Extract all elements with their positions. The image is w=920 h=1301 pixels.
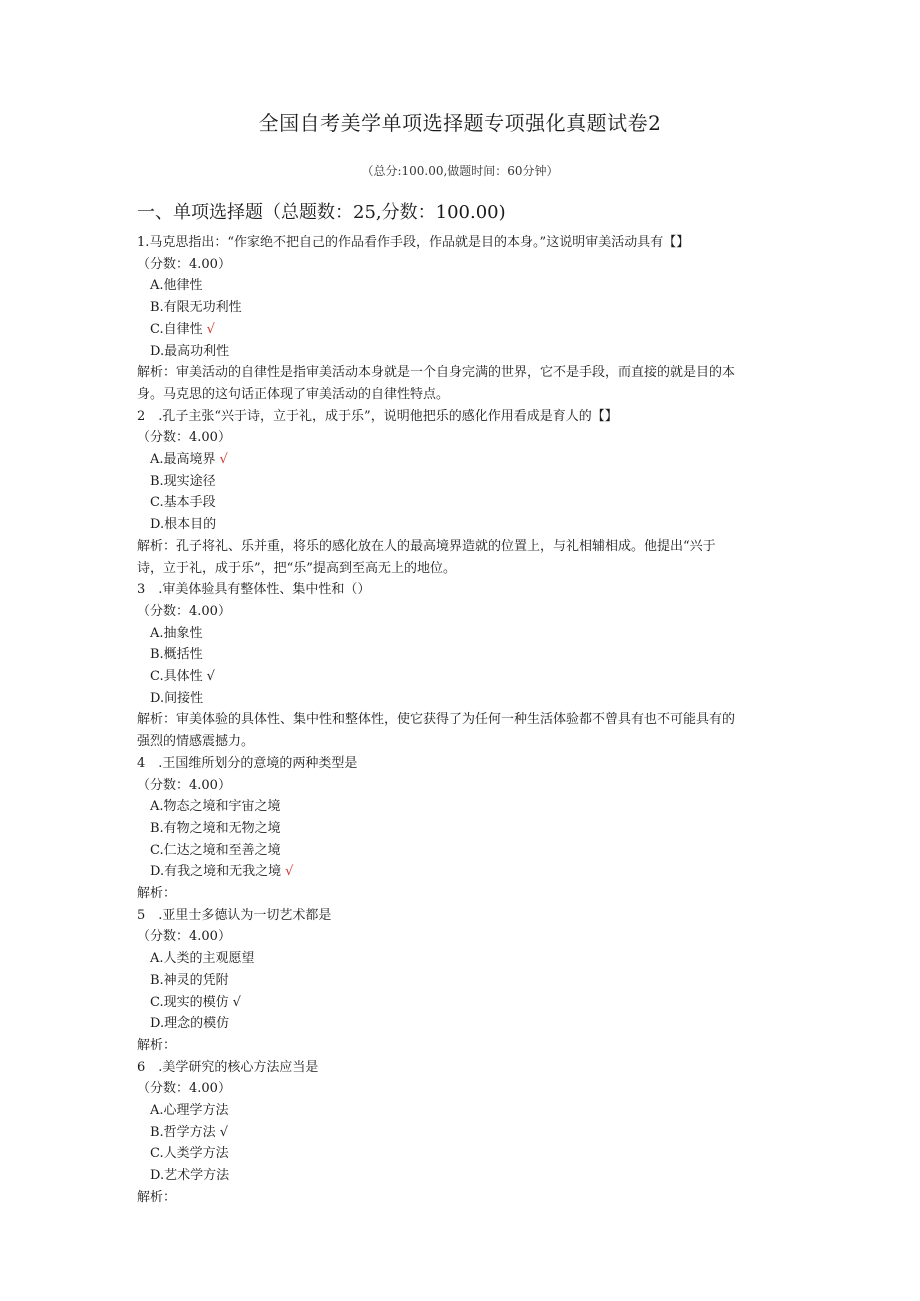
answer-option-text: B.神灵的凭附 <box>150 972 229 988</box>
question-score <box>137 927 231 947</box>
explanation-line-text: 强烈的情感震撼力。 <box>137 734 255 750</box>
question-stem <box>137 407 618 427</box>
answer-option-text: D.根本目的 <box>150 517 217 533</box>
question-stem <box>137 233 689 253</box>
correct-check-icon: √ <box>219 1124 228 1140</box>
document-title: 全国自考美学单项选择题专项强化真题试卷2 <box>258 111 662 135</box>
answer-option <box>150 276 203 296</box>
question-stem-text: 2 .孔子主张“兴于诗，立于礼，成于乐”，说明他把乐的感化作用看成是育人的【】 <box>137 408 618 424</box>
answer-option-text: D.间接性 <box>150 690 204 706</box>
question-score <box>137 1079 231 1099</box>
answer-option <box>150 993 241 1013</box>
answer-option-text: C.现实的模仿 <box>150 994 229 1010</box>
question-score <box>137 428 231 448</box>
explanation-line-text: 解析： <box>137 1189 177 1205</box>
answer-option <box>150 298 242 318</box>
document-subtitle: （总分:100.00,做题时间：60分钟） <box>361 164 559 178</box>
answer-option <box>150 1101 229 1121</box>
correct-check-icon: √ <box>285 864 294 880</box>
answer-option <box>150 971 229 991</box>
answer-option-text: D.有我之境和无我之境 <box>150 864 282 880</box>
question-stem-text: 3 .审美体验具有整体性、集中性和（） <box>137 582 371 598</box>
question-stem-text: 4 .王国维所划分的意境的两种类型是 <box>137 755 358 771</box>
explanation-line-text: 解析：审美活动的自律性是指审美活动本身就是一个自身完满的世界，它不是手段，而直接的就是目的本 <box>137 365 736 381</box>
answer-option <box>150 493 216 513</box>
answer-option-text: C.人类学方法 <box>150 1146 229 1162</box>
answer-option-text: C.自律性 <box>150 321 203 337</box>
explanation-line <box>137 710 735 730</box>
explanation-line <box>137 559 456 579</box>
answer-option-text: B.概括性 <box>150 647 203 663</box>
explanation-line <box>137 732 254 752</box>
answer-option <box>150 624 203 644</box>
explanation-line <box>137 1036 176 1056</box>
answer-option-text: D.艺术学方法 <box>150 1168 230 1184</box>
explanation-line-text: 身。马克思的这句话正体现了审美活动的自律性特点。 <box>137 386 450 402</box>
question-score-text: （分数：4.00） <box>137 256 231 272</box>
explanation-line <box>137 537 716 557</box>
explanation-line <box>137 363 735 383</box>
explanation-line <box>137 1188 176 1208</box>
question-score-text: （分数：4.00） <box>137 430 231 446</box>
explanation-line <box>137 884 176 904</box>
correct-check-icon: √ <box>232 994 241 1010</box>
question-score-text: （分数：4.00） <box>137 929 231 945</box>
answer-option-text: B.哲学方法 <box>150 1124 216 1140</box>
explanation-line-text: 解析： <box>137 1037 177 1053</box>
question-stem-text: 5 .亚里士多德认为一切艺术都是 <box>137 907 332 923</box>
answer-option <box>150 949 255 969</box>
answer-option-text: B.有物之境和无物之境 <box>150 820 281 836</box>
answer-option <box>150 1014 229 1034</box>
question-score-text: （分数：4.00） <box>137 603 231 619</box>
explanation-line-text: 诗，立于礼，成于乐”，把“乐”提高到至高无上的地位。 <box>137 560 456 576</box>
question-score <box>137 776 231 796</box>
answer-option <box>150 841 281 861</box>
answer-option-text: A.物态之境和宇宙之境 <box>150 799 281 815</box>
answer-option <box>150 1123 228 1143</box>
answer-option-text: B.有限无功利性 <box>150 300 242 316</box>
question-stem <box>137 754 357 774</box>
question-score <box>137 602 231 622</box>
question-stem <box>137 1058 318 1078</box>
answer-option <box>150 450 228 470</box>
question-stem-text: 1.马克思指出：“作家绝不把自己的作品看作手段，作品就是目的本身。”这说明审美活动具有【】 <box>137 235 690 250</box>
answer-option-text: C.仁达之境和至善之境 <box>150 842 281 858</box>
question-stem <box>137 580 370 600</box>
answer-option-text: A.人类的主观愿望 <box>150 951 255 967</box>
answer-option-text: A.抽象性 <box>150 625 203 641</box>
answer-option <box>150 515 216 535</box>
explanation-line-text: 解析： <box>137 886 177 901</box>
answer-option <box>150 819 281 839</box>
answer-option-text: D.最高功利性 <box>150 343 230 359</box>
answer-option <box>150 645 203 665</box>
answer-option <box>150 1144 229 1164</box>
question-score-text: （分数：4.00） <box>137 777 231 793</box>
answer-option <box>150 797 281 817</box>
correct-check-icon: √ <box>206 321 215 337</box>
section-heading: 一、单项选择题（总题数：25,分数：100.00) <box>137 202 506 223</box>
answer-option <box>150 342 229 362</box>
correct-check-icon: √ <box>219 452 228 467</box>
question-score-text: （分数：4.00） <box>137 1081 231 1097</box>
question-stem <box>137 906 331 926</box>
question-score <box>137 255 231 275</box>
explanation-line-text: 解析：孔子将礼、乐并重，将乐的感化放在人的最高境界造就的位置上，与礼相辅相成。他提出“兴于 <box>137 538 716 554</box>
answer-option-text: C.基本手段 <box>150 495 216 511</box>
answer-option-text: A.他律性 <box>150 278 203 294</box>
answer-option-text: A.心理学方法 <box>150 1103 229 1118</box>
answer-option <box>150 1166 229 1186</box>
answer-option-text: C.具体性 <box>150 669 203 684</box>
explanation-line-text: 解析：审美体验的具体性、集中性和整体性，使它获得了为任何一种生活体验都不曾具有也不可能具有的 <box>137 712 736 728</box>
answer-option <box>150 320 215 340</box>
answer-option-text: B.现实途径 <box>150 473 216 489</box>
answer-option <box>150 689 203 709</box>
answer-option <box>150 667 215 687</box>
answer-option-text: D.理念的模仿 <box>150 1016 230 1032</box>
question-stem-text: 6 .美学研究的核心方法应当是 <box>137 1059 319 1075</box>
answer-option <box>150 472 216 492</box>
correct-check-icon: √ <box>206 669 215 684</box>
explanation-line <box>137 385 449 405</box>
answer-option-text: A.最高境界 <box>150 452 216 467</box>
answer-option <box>150 862 293 882</box>
